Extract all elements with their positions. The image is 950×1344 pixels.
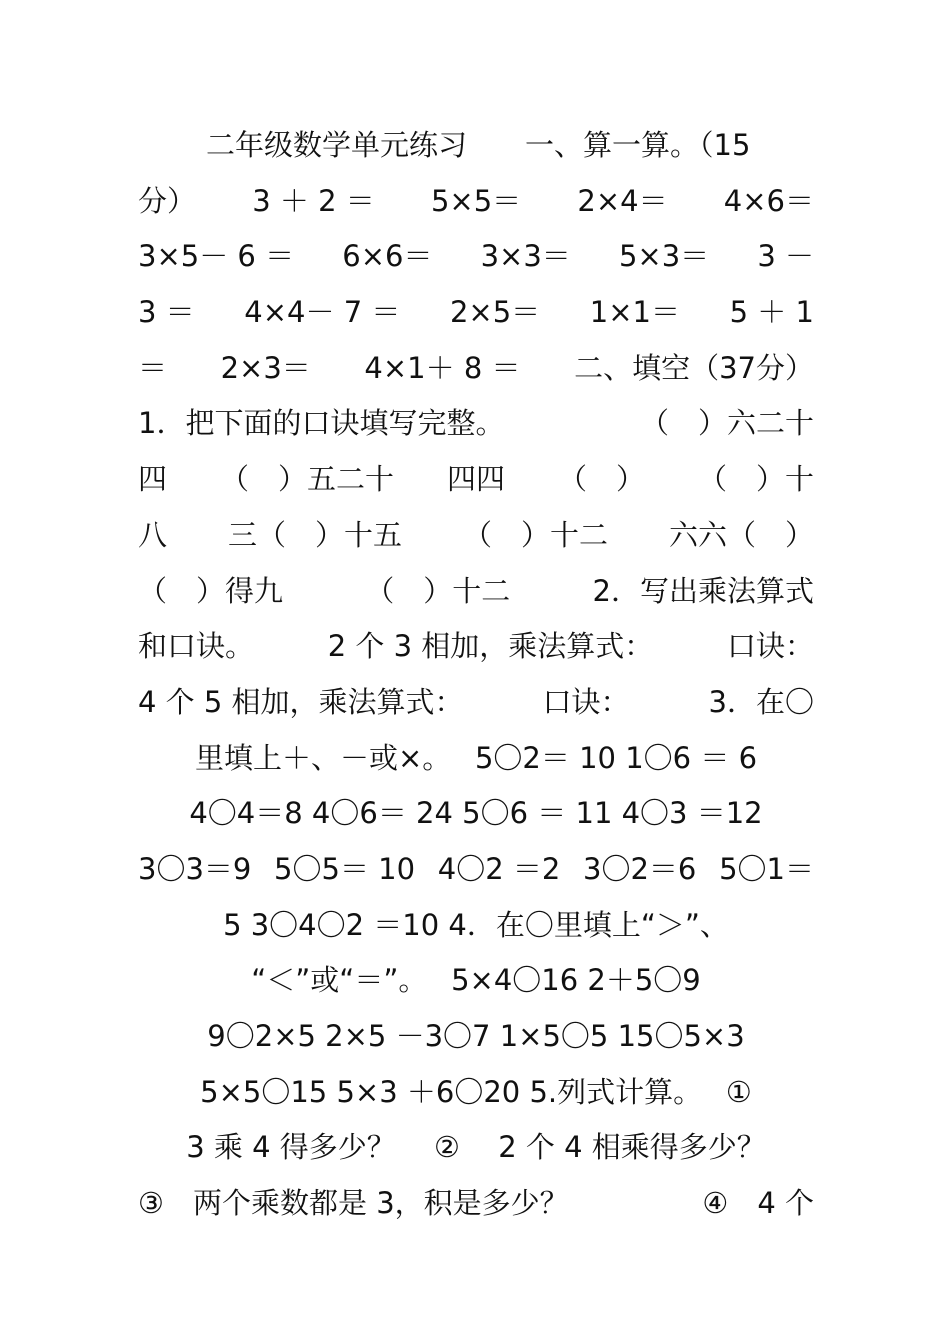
text-segment: 4×4－ 7 ＝ [244,295,401,330]
text-segment: （ ）五二十 [219,462,394,497]
text-line [138,564,814,620]
text-line [138,1065,814,1121]
text-line [138,452,814,508]
text-segment: 5〇1＝ [719,851,814,886]
text-segment: 3．在〇 [708,684,814,719]
text-segment: 4〇4＝8 4〇6＝ 24 5〇6 ＝ 11 4〇3 ＝12 [189,796,763,831]
text-segment: 三（ ）十五 [227,517,402,552]
text-segment: 2×5＝ [449,295,541,330]
text-line [138,842,814,898]
text-segment: 2．写出乘法算式 [592,573,814,608]
text-segment: 1×1＝ [589,295,680,330]
text-segment: ④ 4 个 [702,1186,814,1221]
text-line [138,675,814,731]
text-line [138,118,814,174]
text-segment: 5×3＝ [618,239,710,274]
text-segment: 5〇5＝ 10 [274,851,416,886]
text-segment: 八 [138,517,168,552]
text-segment: 四四 [446,462,505,497]
text-segment: 5×5〇15 5×3 ＋6〇20 5.列式计算。 ① [200,1074,752,1109]
text-segment: 分） [138,183,197,218]
text-segment: 9〇2×5 2×5 －3〇7 1×5〇5 15〇5×3 [207,1019,745,1053]
text-segment: ＝ [138,350,168,385]
text-line [138,341,814,397]
text-segment: 3 ＋ 2 ＝ [252,183,375,218]
text-segment: 5 3〇4〇2 ＝10 4．在〇里填上“＞”、 [223,907,729,942]
text-segment: 3 乘 4 得多少？ ② 2 个 4 相乘得多少？ [186,1130,766,1165]
text-segment: 一、算一算。（15 [525,128,751,162]
text-segment: 6×6＝ [342,239,433,274]
text-segment: 3×3＝ [480,239,571,274]
text-segment: 口诀： [542,684,630,719]
text-line [138,285,814,341]
text-segment: 3 ＝ [138,295,195,330]
text-segment: 3 － [757,239,814,274]
text-line [138,1120,814,1176]
text-line [138,396,814,452]
text-segment: （ ）十 [697,462,814,497]
text-line [138,1009,814,1065]
text-segment: 二年级数学单元练习 [206,128,468,162]
text-line [138,229,814,285]
text-line [138,1176,814,1232]
text-segment: “＜”或“＝”。 5×4〇16 2＋5〇9 [251,963,701,998]
text-segment: 4×1＋ 8 ＝ [364,350,521,385]
text-segment: 2×3＝ [220,350,311,385]
text-line [138,953,814,1009]
worksheet-text [138,118,814,1232]
text-segment: 和口诀。 [138,629,255,664]
text-segment: 4 个 5 相加，乘法算式： [138,684,464,719]
text-segment: （ ）得九 [138,573,284,608]
text-segment: 2 个 3 相加，乘法算式： [327,629,654,664]
text-segment: 5×5＝ [430,183,522,218]
text-segment: 里填上＋、－或×。 5〇2＝ 10 1〇6 ＝ 6 [194,740,758,775]
text-segment: 二、填空（37分） [574,350,814,385]
text-line [138,174,814,230]
text-segment: 4〇2 ＝2 [437,851,561,886]
text-segment: 3〇2＝6 [583,851,697,886]
text-line [138,786,814,842]
text-line [138,898,814,954]
text-segment: ③ 两个乘数都是 3，积是多少？ [138,1186,569,1221]
text-segment: 六六（ ） [668,517,814,552]
text-segment: 1．把下面的口诀填写完整。 [138,406,505,441]
text-segment: 口诀： [726,629,814,664]
text-segment: 5 ＋ 1 [729,295,814,330]
text-segment: 3〇3＝9 [138,851,252,886]
text-segment: （ ）十二 [462,517,608,552]
text-segment: （ ） [557,462,645,497]
text-line [138,731,814,787]
text-segment: 四 [138,462,168,497]
text-line [138,619,814,675]
text-line [138,508,814,564]
text-segment: 3×5－ 6 ＝ [138,239,295,274]
text-segment: 4×6＝ [723,183,814,218]
text-segment: （ ）十二 [365,573,511,608]
text-segment: 2×4＝ [577,183,668,218]
text-segment: （ ）六二十 [639,406,814,441]
